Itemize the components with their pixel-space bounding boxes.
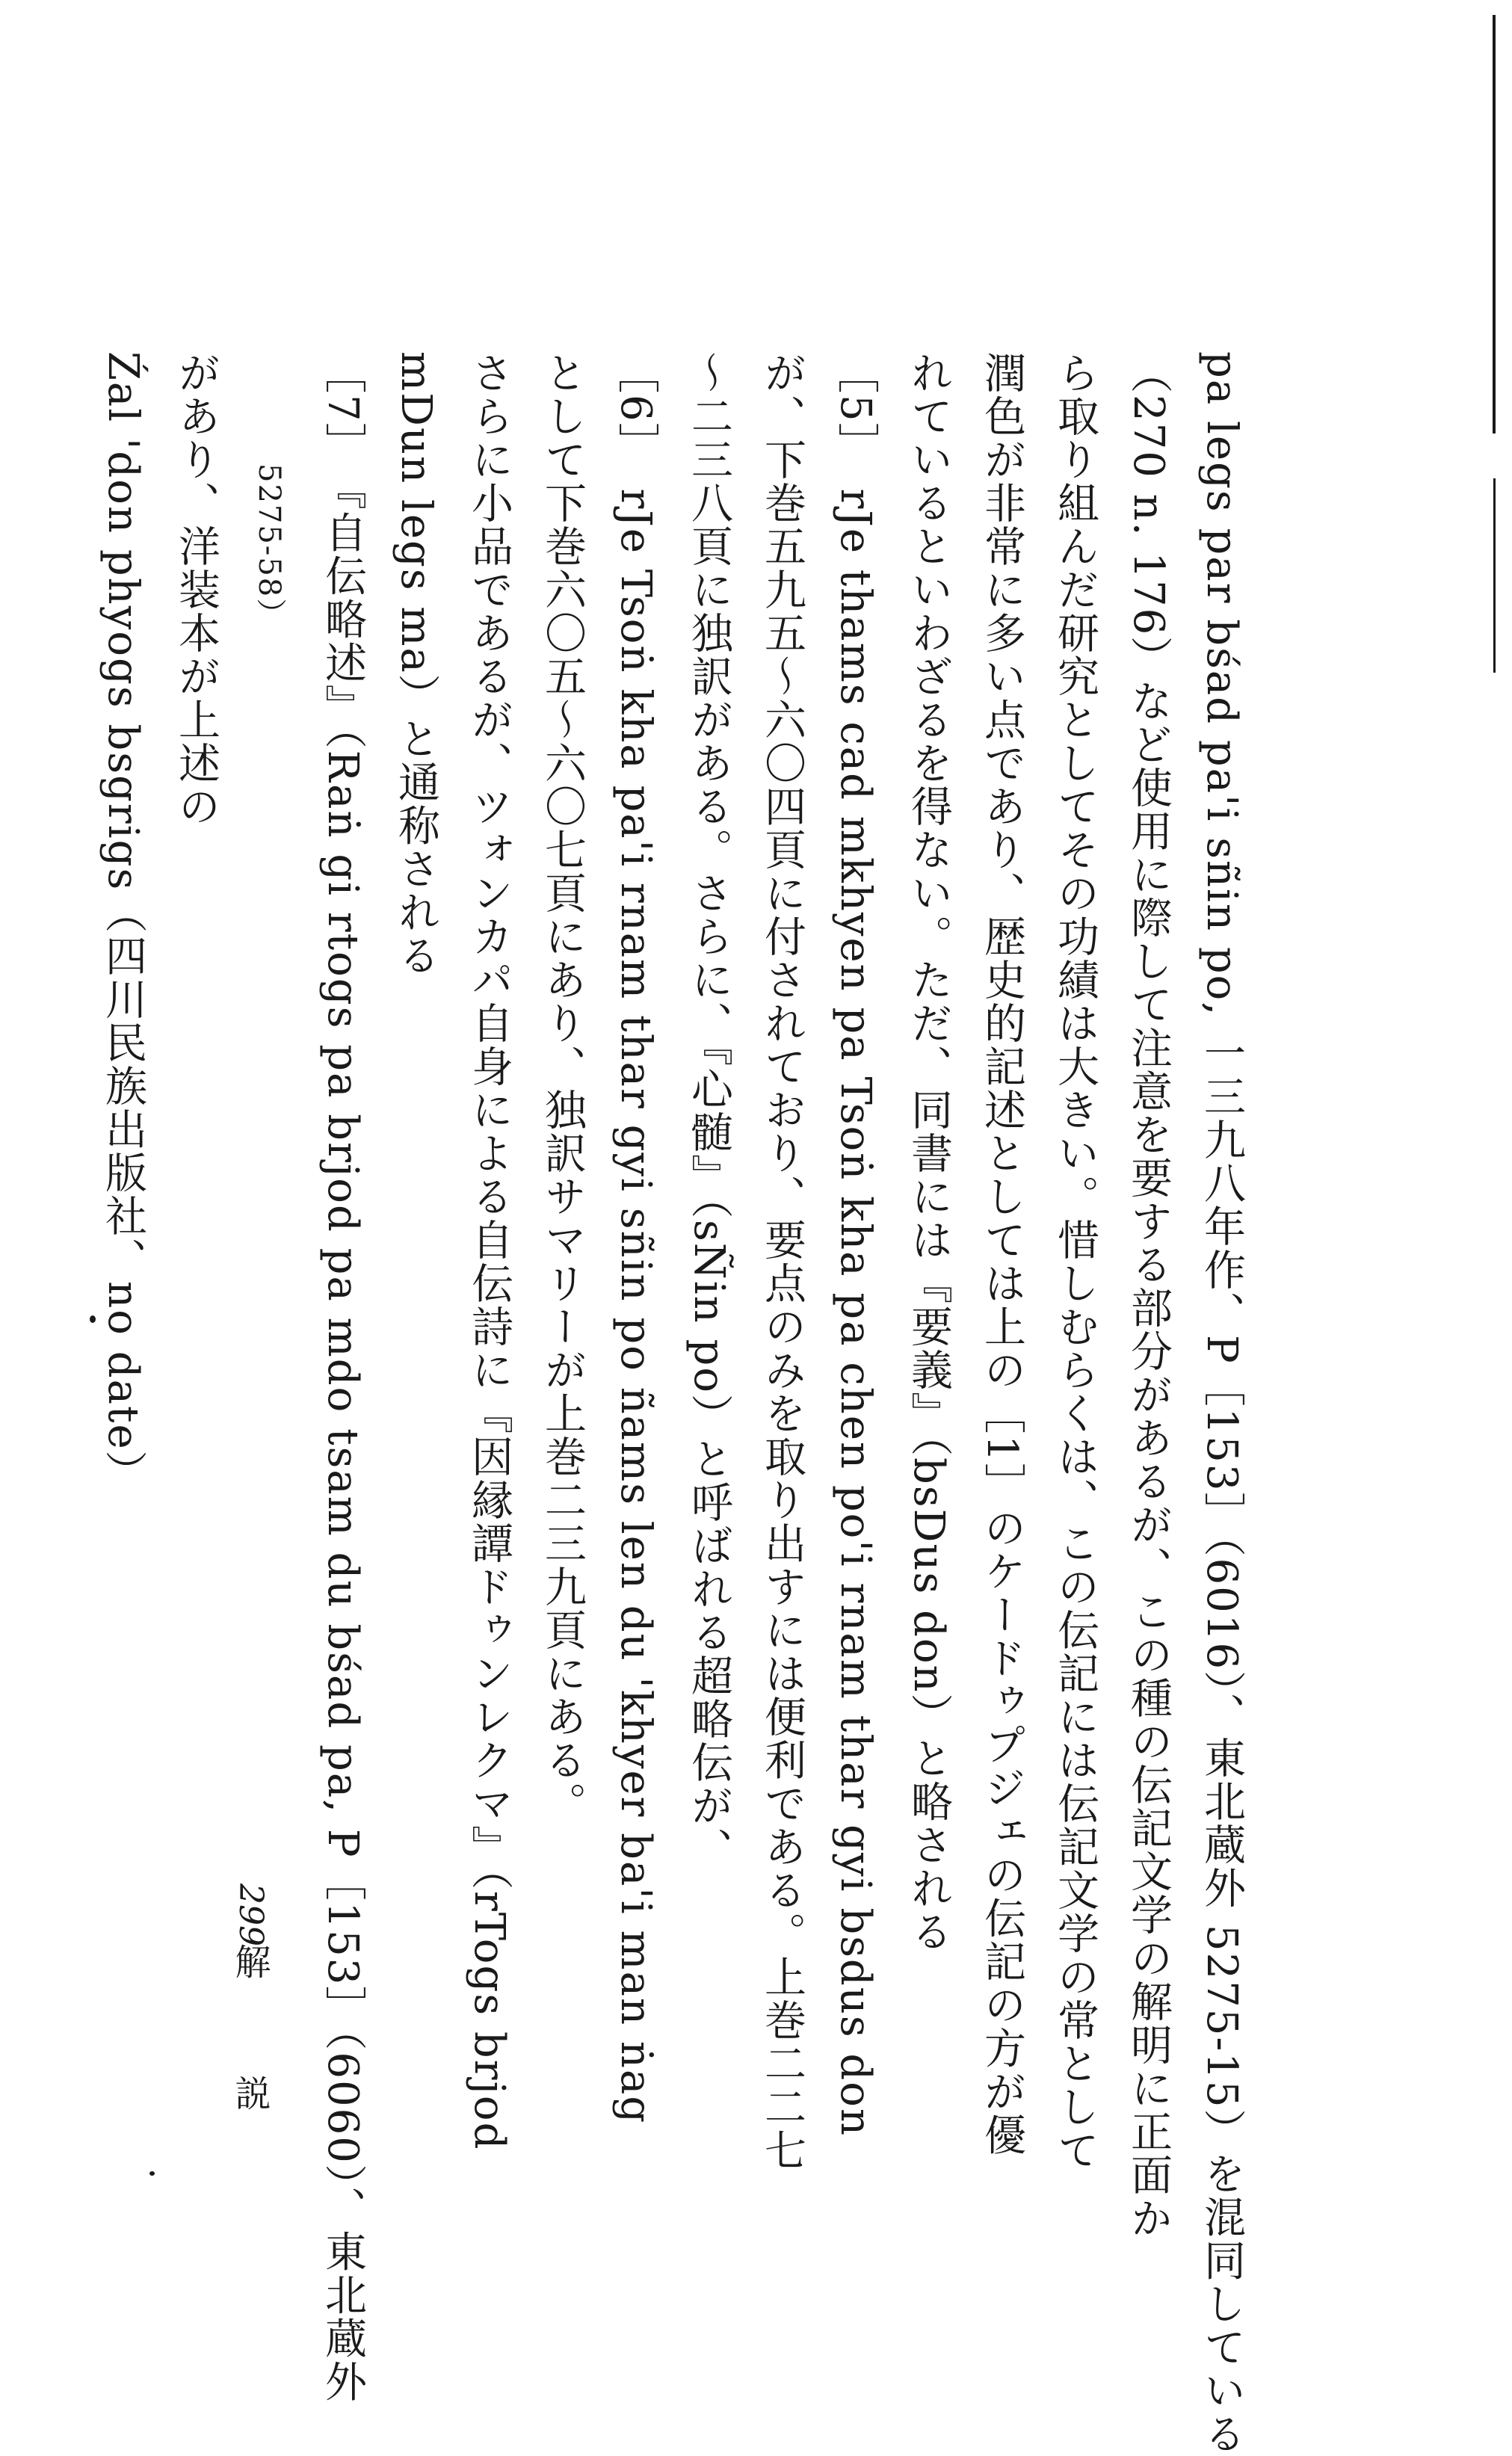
binding-edge-line-lower bbox=[1493, 478, 1496, 673]
text-column: ［5］ rJe thams cad mkhyen pa Tsoṅ kha pa chen po'i rnam thar gyi bsdus don bbox=[831, 351, 880, 2138]
scan-speck bbox=[149, 2171, 155, 2176]
text-column: れているといわざるを得ない。ただ、同書には『要義』（bsDus don）と略される bbox=[904, 351, 953, 1954]
text-column: （270 n. 176）など使用に際して注意を要する部分があるが、この種の伝記文学の解明に正面か bbox=[1124, 351, 1173, 2241]
text-column: さらに小品であるが、ツォンカパ自身による自伝詩に『因縁譚ドゥンレクマ』（rTogs brjod bbox=[465, 351, 513, 2151]
running-head: 解 説 bbox=[229, 1943, 271, 2141]
text-column: 5275-58） bbox=[252, 463, 286, 630]
scan-speck bbox=[90, 1315, 96, 1323]
text-column: があり、洋装本が上述の bbox=[172, 351, 220, 828]
text-column: mDun legs ma）と通称される bbox=[392, 351, 440, 978]
page-number: 299 bbox=[232, 1883, 270, 1946]
text-column: ～二三八頁に独訳がある。さらに、『心髄』（sÑin po）と呼ばれる超略伝が、 bbox=[685, 351, 733, 1872]
text-column: 潤色が非常に多い点であり、歴史的記述としては上の［1］のケードゥプジェの伝記の方が優 bbox=[978, 351, 1026, 2157]
text-column: ［7］ 『自伝略述』（Raṅ gi rtogs pa brjod pa mdo tsam du bśad pa, P［153］（6060）、東北蔵外 bbox=[318, 351, 367, 2404]
text-column: ［6］ rJe Tsoṅ kha pa'i rnam thar gyi sñin po ñams len du 'khyer ba'i man ṅag bbox=[611, 351, 660, 2125]
text-column: として下巻六〇五～六〇七頁にあり、独訳サマリーが上巻二三九頁にある。 bbox=[538, 351, 587, 1825]
text-column: ら取り組んだ研究としてその功績は大きい。惜しむらくは、この伝記には伝記文学の常として bbox=[1051, 351, 1099, 2172]
text-column: Źal 'don phyogs bsgrigs（四川民族出版社、no date） bbox=[99, 351, 147, 1494]
binding-edge-line bbox=[1493, 15, 1496, 433]
text-column: pa legs par bśad pa'i sñin po, 一三九八年作、P［153］（6016）、東北蔵外 5275-15）を混同している bbox=[1197, 351, 1246, 2456]
text-column: が、下巻五九五～六〇四頁に付されており、要点のみを取り出すには便利である。上巻二二七 bbox=[758, 351, 806, 2172]
